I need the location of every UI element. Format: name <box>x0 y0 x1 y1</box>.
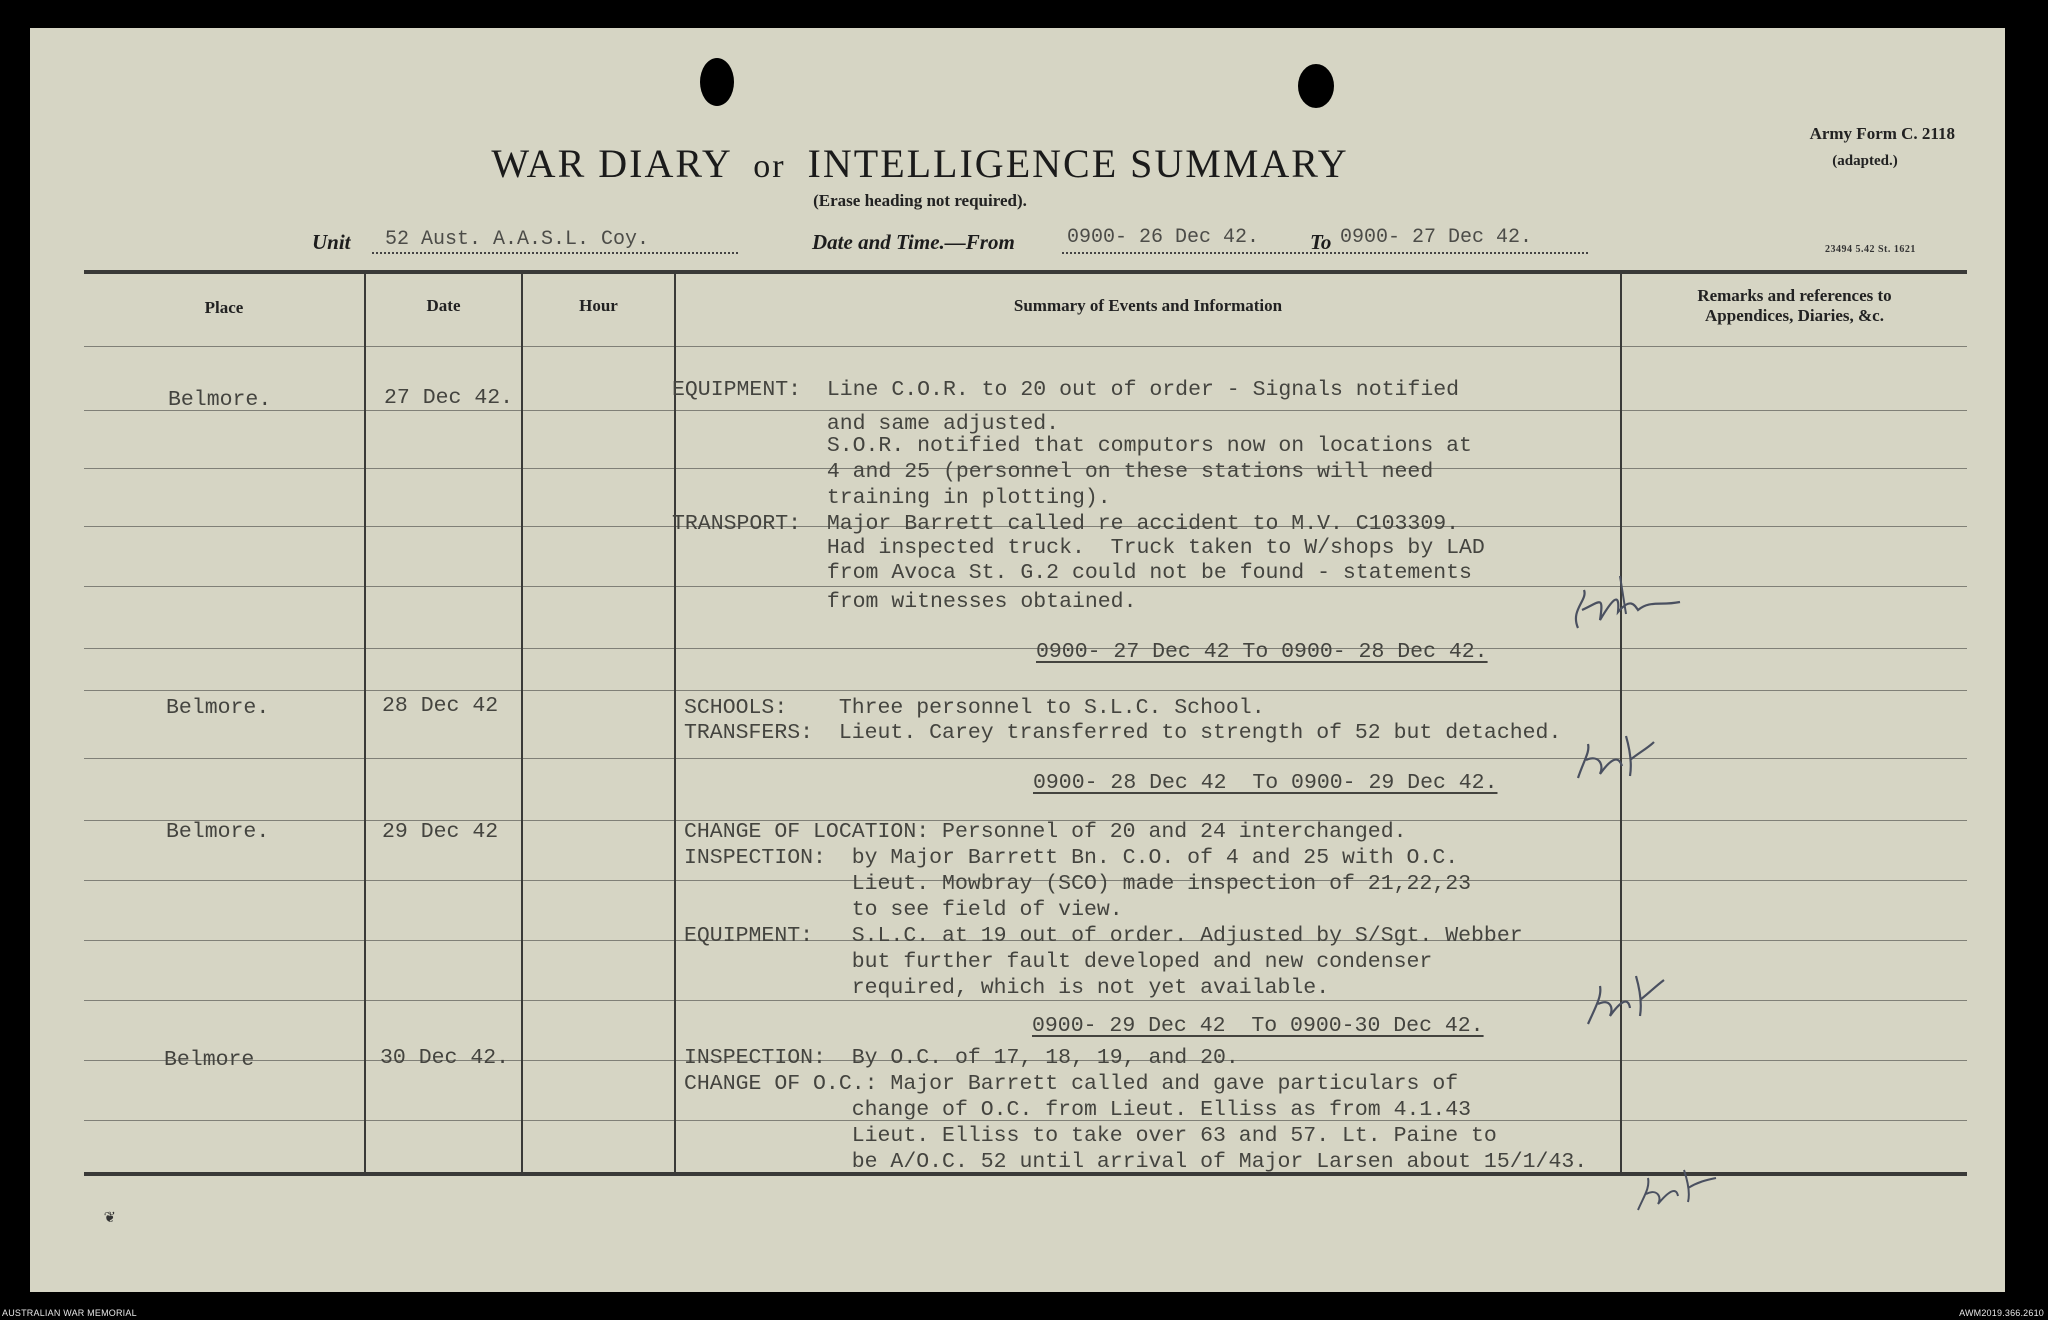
army-form-number: Army Form C. 2118 <box>1809 124 1955 143</box>
col-header-remarks-line2: Appendices, Diaries, &c. <box>1705 306 1884 325</box>
date-time-label: Date and Time.—From <box>812 230 1015 254</box>
entry-4-line-3: change of O.C. from Lieut. Elliss as from 4.1.43 <box>684 1098 1472 1122</box>
date-to-label: To <box>1310 230 1332 254</box>
entry-3-period: 0900- 29 Dec 42 To 0900-30 Dec 42. <box>1032 1014 1484 1038</box>
entry-1-line-2: and same adjusted. <box>672 412 1060 436</box>
col-divider-4 <box>1620 273 1622 1173</box>
ruling-line <box>84 758 1967 759</box>
entry-3-line-3: Lieut. Mowbray (SCO) made inspection of 21,22,23 <box>684 872 1472 896</box>
punch-hole-left <box>700 58 734 106</box>
entry-1-line-8: from Avoca St. G.2 could not be found - statements <box>672 561 1472 585</box>
entry-1-line-4: 4 and 25 (personnel on these stations will need <box>672 460 1434 484</box>
footer-left: AUSTRALIAN WAR MEMORIAL <box>2 1308 137 1318</box>
entry-3-line-4: to see field of view. <box>684 898 1123 922</box>
col-header-remarks-line1: Remarks and references to <box>1697 286 1892 305</box>
col-divider-2 <box>521 273 523 1173</box>
print-code: 23494 5.42 St. 1621 <box>1825 244 1916 255</box>
form-subtitle: (Erase heading not required). <box>813 191 1027 210</box>
entry-4-date: 30 Dec 42. <box>380 1046 510 1070</box>
table-top-rule <box>84 270 1967 274</box>
date-from-value: 0900- 26 Dec 42. <box>1067 226 1260 249</box>
ruling-line <box>84 410 1967 411</box>
ruling-line <box>84 346 1967 347</box>
entry-3-line-1: CHANGE OF LOCATION: Personnel of 20 and 24 interchanged. <box>684 820 1407 844</box>
col-header-date: Date <box>426 296 461 315</box>
col-divider-1 <box>364 273 366 1173</box>
army-form-adapted: (adapted.) <box>1832 153 1898 169</box>
entry-3-place: Belmore. <box>166 820 270 844</box>
entry-1-line-5: training in plotting). <box>672 486 1111 510</box>
entry-2-place: Belmore. <box>166 696 270 720</box>
entry-4-place: Belmore <box>164 1048 255 1072</box>
title-war-diary: WAR DIARY <box>491 141 732 186</box>
unit-dotline <box>372 252 738 254</box>
entry-4-line-5: be A/O.C. 52 until arrival of Major Larsen about 15/1/43. <box>684 1150 1588 1174</box>
col-header-place: Place <box>204 298 244 317</box>
entry-3-line-7: required, which is not yet available. <box>684 976 1330 1000</box>
entry-1-line-9: from witnesses obtained. <box>672 590 1137 614</box>
signature-1 <box>1560 570 1690 640</box>
title-intelligence-summary: INTELLIGENCE SUMMARY <box>807 141 1349 186</box>
signature-3 <box>1578 970 1668 1030</box>
entry-1-date: 27 Dec 42. <box>384 386 514 410</box>
entry-1-period: 0900- 27 Dec 42 To 0900- 28 Dec 42. <box>1036 640 1488 664</box>
col-divider-3 <box>674 273 676 1173</box>
entry-2-line-2: TRANSFERS: Lieut. Carey transferred to strength of 52 but detached. <box>684 721 1562 745</box>
entry-1-line-1: EQUIPMENT: Line C.O.R. to 20 out of order - Signals notified <box>672 378 1460 402</box>
footer-right: AWM2019.366.2610 <box>1959 1308 2044 1318</box>
date-to-value: 0900- 27 Dec 42. <box>1340 226 1533 249</box>
title-or: or <box>753 148 786 185</box>
entry-2-period: 0900- 28 Dec 42 To 0900- 29 Dec 42. <box>1033 771 1498 795</box>
ink-mark: ❦ <box>104 1208 115 1228</box>
entry-1-line-7: Had inspected truck. Truck taken to W/shops by LAD <box>672 536 1485 560</box>
entry-3-line-5: EQUIPMENT: S.L.C. at 19 out of order. Adjusted by S/Sgt. Webber <box>684 924 1523 948</box>
date-dotline <box>1062 252 1588 254</box>
unit-label: Unit <box>312 230 351 254</box>
entry-1-line-6: TRANSPORT: Major Barrett called re accident to M.V. C103309. <box>672 512 1460 536</box>
col-header-remarks <box>1622 286 1967 326</box>
entry-2-line-1: SCHOOLS: Three personnel to S.L.C. School. <box>684 696 1265 720</box>
col-header-summary: Summary of Events and Information <box>1013 296 1283 315</box>
signature-2 <box>1570 730 1660 790</box>
entry-3-line-2: INSPECTION: by Major Barrett Bn. C.O. of 4 and 25 with O.C. <box>684 846 1459 870</box>
entry-3-date: 29 Dec 42 <box>382 820 499 844</box>
ruling-line <box>84 690 1967 691</box>
unit-value: 52 Aust. A.A.S.L. Coy. <box>385 228 650 251</box>
entry-4-line-1: INSPECTION: By O.C. of 17, 18, 19, and 20. <box>684 1046 1239 1070</box>
entry-1-line-3: S.O.R. notified that computors now on locations at <box>672 434 1472 458</box>
entry-1-place: Belmore. <box>168 388 272 412</box>
col-header-hour: Hour <box>579 296 618 315</box>
entry-2-date: 28 Dec 42 <box>382 694 499 718</box>
signature-4 <box>1630 1160 1720 1216</box>
punch-hole-right <box>1298 64 1334 108</box>
entry-4-line-2: CHANGE OF O.C.: Major Barrett called and gave particulars of <box>684 1072 1459 1096</box>
form-title <box>460 140 1380 211</box>
entry-3-line-6: but further fault developed and new condenser <box>684 950 1433 974</box>
entry-4-line-4: Lieut. Elliss to take over 63 and 57. Lt. Paine to <box>684 1124 1497 1148</box>
ruling-line <box>84 648 1967 649</box>
